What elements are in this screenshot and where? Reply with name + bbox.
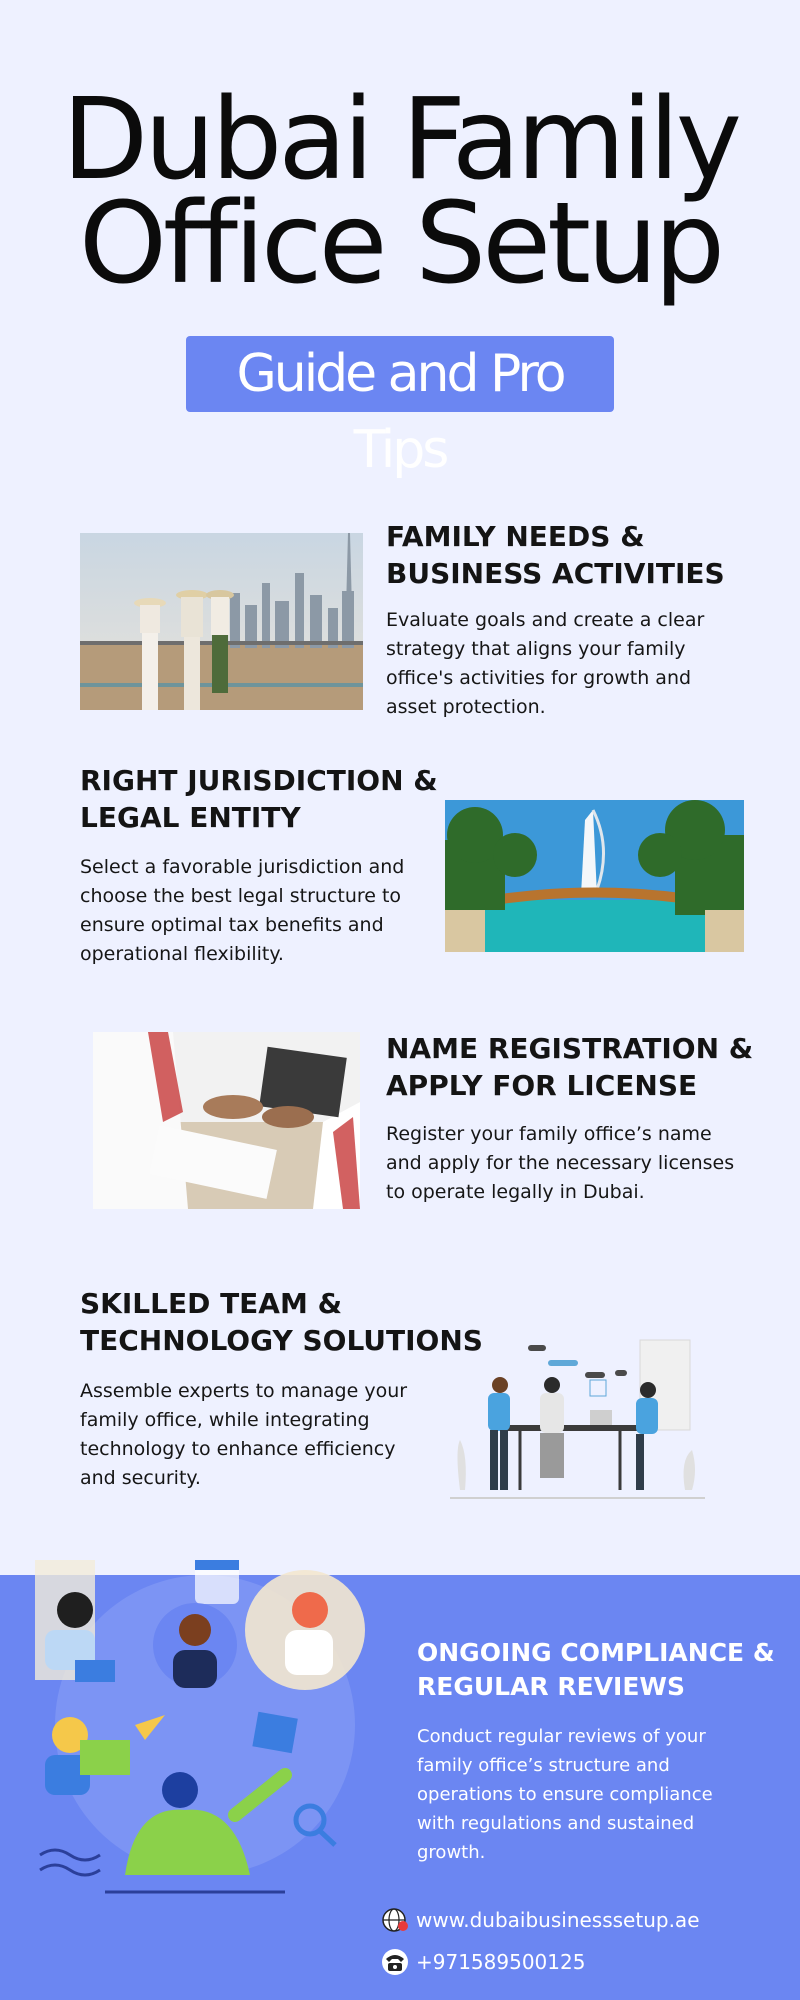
section-2-heading-line-1: RIGHT JURISDICTION & [80,764,438,797]
section-1-heading-line-2: BUSINESS ACTIVITIES [386,557,725,590]
section-5-heading [417,1636,775,1704]
section-2-heading-line-2: LEGAL ENTITY [80,801,301,834]
section-4-body: Assemble experts to manage your family office, while integrating technology to enhance efficiency and security. [80,1380,408,1489]
section-3-heading [386,1030,753,1104]
section-5-body: Conduct regular reviews of your family office’s structure and operations to ensure compliance with regulations and sustained growth. [417,1726,713,1863]
website-text: www.dubaibusinesssetup.ae [416,1908,700,1932]
team-meeting-illustration [440,1330,710,1505]
section-3-heading-line-1: NAME REGISTRATION & [386,1032,754,1065]
website-link[interactable] [380,1905,700,1935]
family-skyline-image [80,533,363,710]
phone-link[interactable] [380,1947,585,1977]
section-4-heading-line-2: TECHNOLOGY SOLUTIONS [80,1324,483,1357]
section-1-body: Evaluate goals and create a clear strategy that aligns your family office's activities for growth and asset protection. [386,609,705,718]
document-signing-image [93,1032,360,1209]
section-2-heading [80,762,438,836]
phone-text: +971589500125 [416,1950,586,1974]
page-title [0,75,800,309]
section-3-body: Register your family office’s name and apply for the necessary licenses to operate legally in Dubai. [386,1123,735,1203]
title-line-1: Dubai Family [61,75,739,205]
section-5-heading-line-2: REGULAR REVIEWS [417,1672,686,1701]
section-5-heading-line-1: ONGOING COMPLIANCE & [417,1638,775,1667]
section-3-heading-line-2: APPLY FOR LICENSE [386,1069,698,1102]
title-line-2: Office Setup [78,179,722,309]
telephone-icon [380,1947,410,1977]
section-4-heading-line-1: SKILLED TEAM & [80,1287,343,1320]
section-1-heading-line-1: FAMILY NEEDS & [386,520,645,553]
section-2-body: Select a favorable jurisdiction and choose the best legal structure to ensure optimal tax benefits and operational flexibility. [80,856,405,965]
burj-al-arab-image [445,800,744,952]
section-4-heading [80,1285,483,1359]
remote-team-illustration [35,1555,380,1900]
subtitle-badge: Guide and Pro Tips [186,336,614,412]
section-1-heading [386,518,725,592]
globe-icon [380,1905,410,1935]
